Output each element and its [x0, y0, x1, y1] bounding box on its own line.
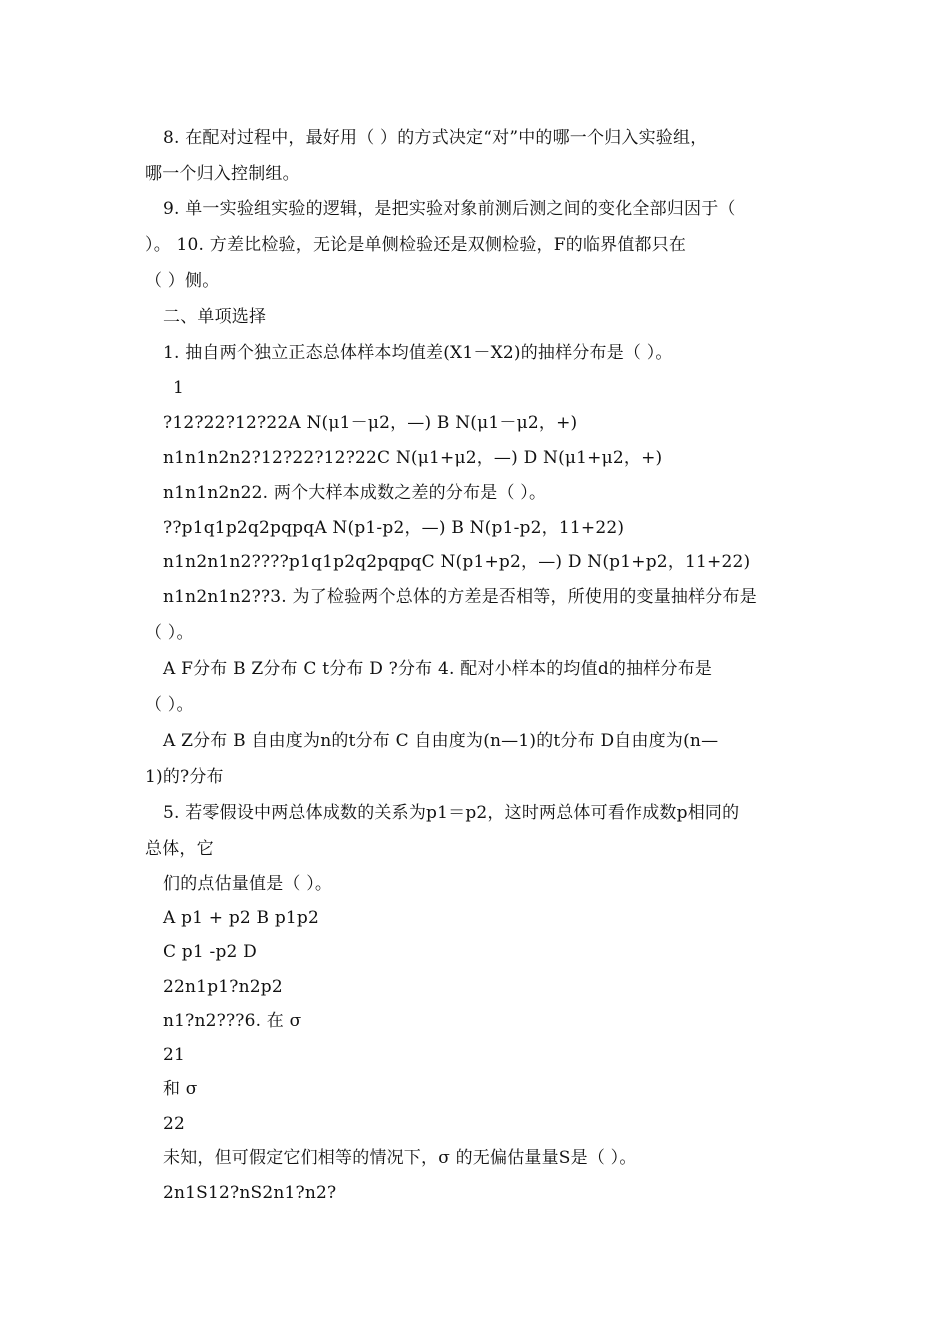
text-line-mc5-formula-b: n1?n2???6. 在 σ: [163, 1011, 302, 1031]
text-line-mc5-options-a: A p1 + p2 B p1p2: [163, 908, 320, 928]
text-line-mc3-options: A F分布 B Z分布 C t分布 D ?分布 4. 配对小样本的均值d的抽样分布是: [163, 659, 713, 679]
text-line-mc4-b: （ ）。: [145, 695, 194, 715]
section-heading: 二、单项选择: [163, 307, 267, 327]
text-line-mc3-b: （ ）。: [145, 623, 194, 643]
text-line-mc6-formula: 2n1S12?nS2n1?n2?: [163, 1183, 337, 1203]
text-line-mc1: 1. 抽自两个独立正态总体样本均值差(X1－X2)的抽样分布是（ ）。: [163, 343, 673, 363]
text-line-sigma: 和 σ: [163, 1079, 198, 1099]
text-line-mc1-options-b: n1n1n2n2?12?22?12?22C N(μ1+μ2，—) D N(μ1+μ2，+): [163, 448, 663, 468]
text-line-mc2: n1n1n2n22. 两个大样本成数之差的分布是（ ）。: [163, 483, 547, 503]
text-line-fragment-21: 21: [163, 1045, 186, 1065]
text-line-mc6: 未知，但可假定它们相等的情况下，σ 的无偏估量量S是（ ）。: [163, 1148, 637, 1168]
text-line-mc3: n1n2n1n2??3. 为了检验两个总体的方差是否相等，所使用的变量抽样分布是: [163, 587, 757, 607]
text-line-mc2-options-a: ??p1q1p2q2pqpqA N(p1-p2，—) B N(p1-p2，11+22): [163, 518, 625, 538]
text-line-q8-a: 8. 在配对过程中，最好用（ ）的方式决定“对”中的哪一个归入实验组，: [163, 128, 708, 148]
text-line-fragment-22: 22: [163, 1114, 186, 1134]
text-line-mc1-fragment: 1: [173, 378, 185, 398]
text-line-mc5-b: 总体，它: [145, 839, 214, 859]
text-line-mc5-a: 5. 若零假设中两总体成数的关系为p1＝p2，这时两总体可看作成数p相同的: [163, 803, 740, 823]
text-line-mc5-c: 们的点估量值是（ ）。: [163, 874, 333, 894]
text-line-q10-b: （ ）侧。: [145, 271, 220, 291]
text-line-mc2-options-b: n1n2n1n2????p1q1p2q2pqpqC N(p1+p2，—) D N(p1+p2，11+22): [163, 552, 751, 572]
text-line-mc4-options-a: A Z分布 B 自由度为n的t分布 C 自由度为(n—1)的t分布 D自由度为(n—: [163, 731, 719, 751]
text-line-mc5-formula-a: 22n1p1?n2p2: [163, 977, 283, 997]
text-line-q8-b: 哪一个归入控制组。: [145, 164, 300, 184]
text-line-q9-b: ）。 10. 方差比检验，无论是单侧检验还是双侧检验，F的临界值都只在: [145, 235, 687, 255]
text-line-q9-a: 9. 单一实验组实验的逻辑，是把实验对象前测后测之间的变化全部归因于（: [163, 199, 736, 219]
text-line-mc1-options-a: ?12?22?12?22A N(μ1－μ2，—) B N(μ1－μ2，+): [163, 413, 578, 433]
text-line-mc4-options-b: 1)的?分布: [145, 767, 224, 787]
text-line-mc5-options-b: C p1 -p2 D: [163, 942, 257, 962]
